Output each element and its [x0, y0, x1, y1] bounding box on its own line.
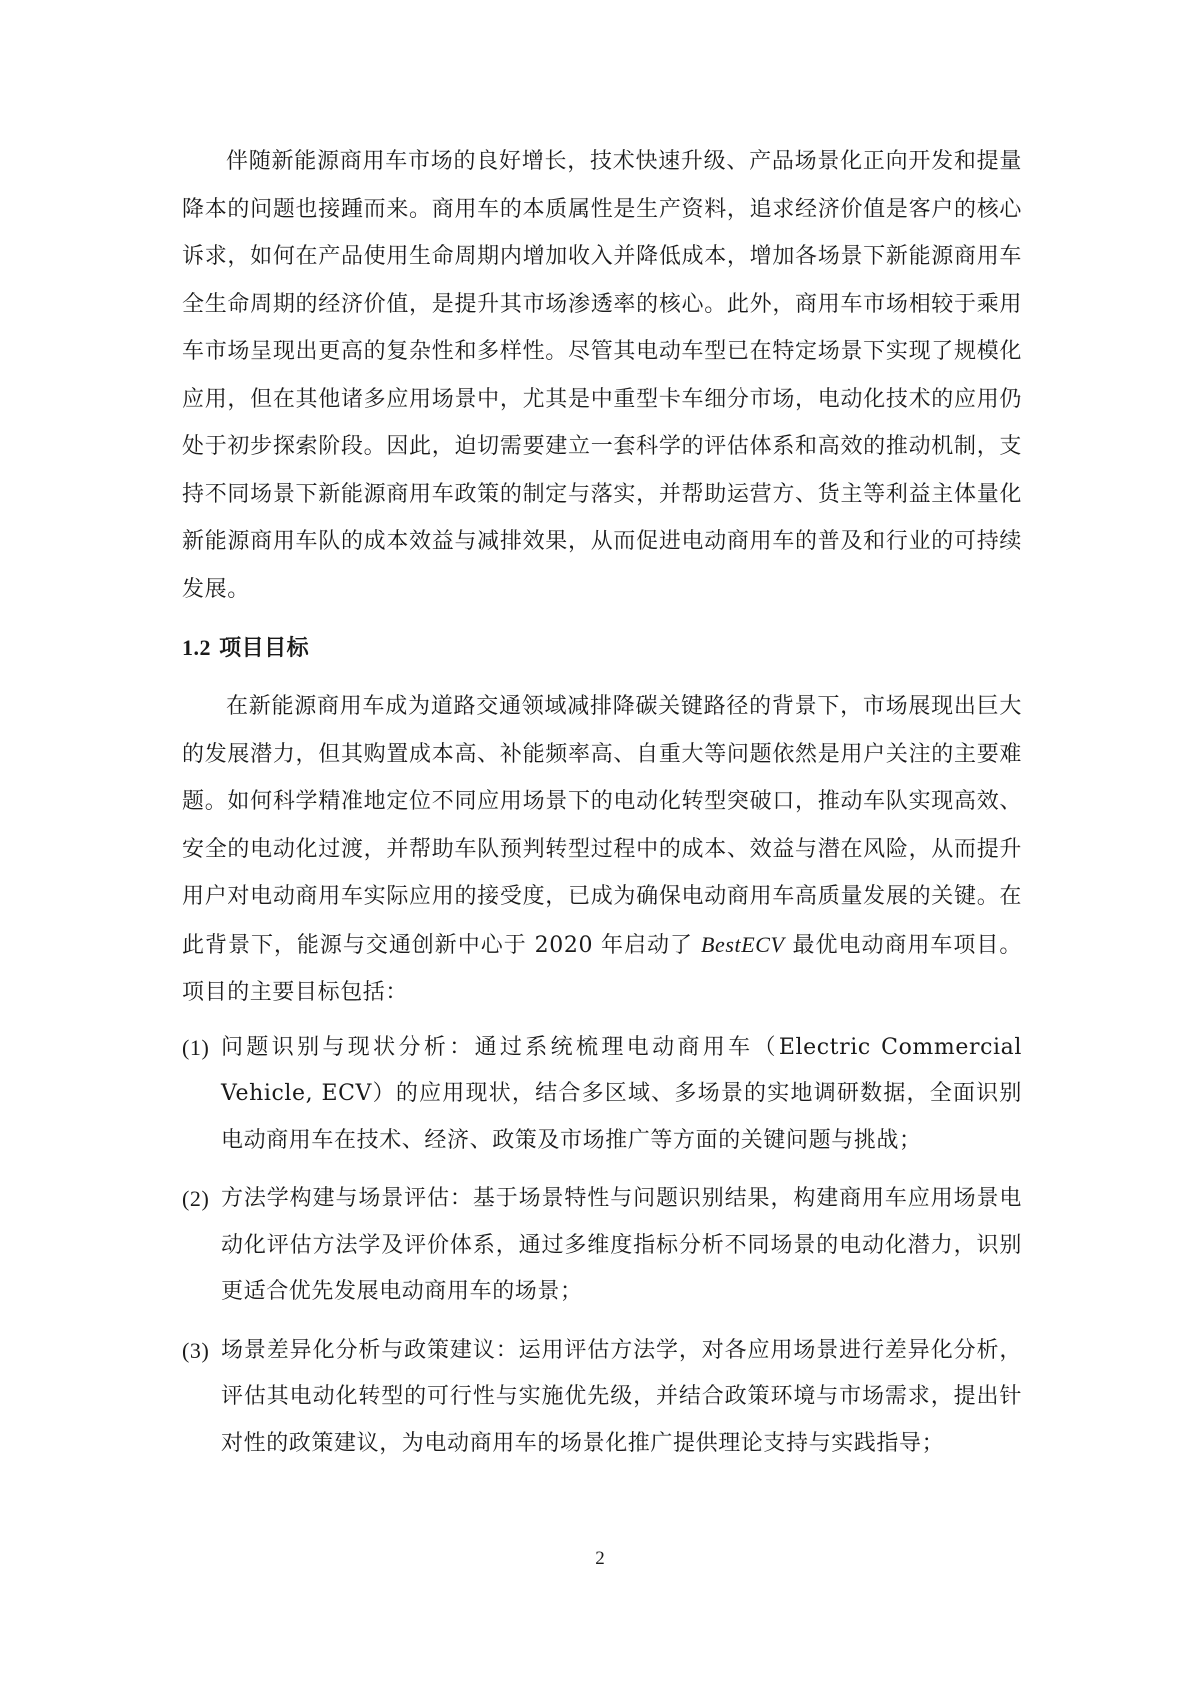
list-item [182, 1025, 1022, 1165]
objectives-list [182, 1025, 1022, 1468]
list-item [182, 1176, 1022, 1316]
objective-paragraph-text-after: 最优电动商用车项目。项目的主要目标包括： [182, 932, 1022, 1005]
page-content [182, 138, 1022, 1479]
list-item-text: 场景差异化分析与政策建议：运用评估方法学，对各应用场景进行差异化分析，评估其电动化转型的可行性与实施优先级，并结合政策环境与市场需求，提出针对性的政策建议，为电动商用车的场景化推广提供理论支持与实践指导； [221, 1337, 1022, 1456]
list-item-text: 问题识别与现状分析：通过系统梳理电动商用车（Electric Commercial Vehicle, ECV）的应用现状，结合多区域、多场景的实地调研数据，全面识别电动商用车在技术、经济、政策及市场推广等方面的关键问题与挑战； [221, 1034, 1022, 1153]
list-marker: (2) [182, 1186, 210, 1211]
list-item [182, 1328, 1022, 1468]
list-marker: (3) [182, 1337, 210, 1363]
project-name: BestECV [700, 931, 785, 957]
objective-paragraph [182, 683, 1022, 1017]
section-heading [182, 630, 1022, 667]
list-marker: (1) [182, 1034, 210, 1060]
section-title: 项目目标 [219, 636, 310, 661]
section-number: 1.2 [182, 635, 211, 660]
list-item-text: 方法学构建与场景评估：基于场景特性与问题识别结果，构建商用车应用场景电动化评估方法学及评价体系，通过多维度指标分析不同场景的电动化潜力，识别更适合优先发展电动商用车的场景； [221, 1186, 1022, 1304]
intro-paragraph: 伴随新能源商用车市场的良好增长，技术快速升级、产品场景化正向开发和提量降本的问题也接踵而来。商用车的本质属性是生产资料，追求经济价值是客户的核心诉求，如何在产品使用生命周期内增加收入并降低成本，增加各场景下新能源商用车全生命周期的经济价值，是提升其市场渗透率的核心。此外，商用车市场相较于乘用车市场呈现出更高的复杂性和多样性。尽管其电动车型已在特定场景下实现了规模化应用，但在其他诸多应用场景中，尤其是中重型卡车细分市场，电动化技术的应用仍处于初步探索阶段。因此，迫切需要建立一套科学的评估体系和高效的推动机制，支持不同场景下新能源商用车政策的制定与落实，并帮助运营方、货主等利益主体量化新能源商用车队的成本效益与减排效果，从而促进电动商用车的普及和行业的可持续发展。 [182, 149, 1022, 602]
page-number: 2 [595, 1548, 605, 1569]
objective-paragraph-text-before: 在新能源商用车成为道路交通领域减排降碳关键路径的背景下，市场展现出巨大的发展潜力，但其购置成本高、补能频率高、自重大等问题依然是用户关注的主要难题。如何科学精准地定位不同应用场景下的电动化转型突破口，推动车队实现高效、安全的电动化过渡，并帮助车队预判转型过程中的成本、效益与潜在风险，从而提升用户对电动商用车实际应用的接受度，已成为确保电动商用车高质量发展的关键。在此背景下，能源与交通创新中心于 2020 年启动了 [182, 694, 1022, 958]
